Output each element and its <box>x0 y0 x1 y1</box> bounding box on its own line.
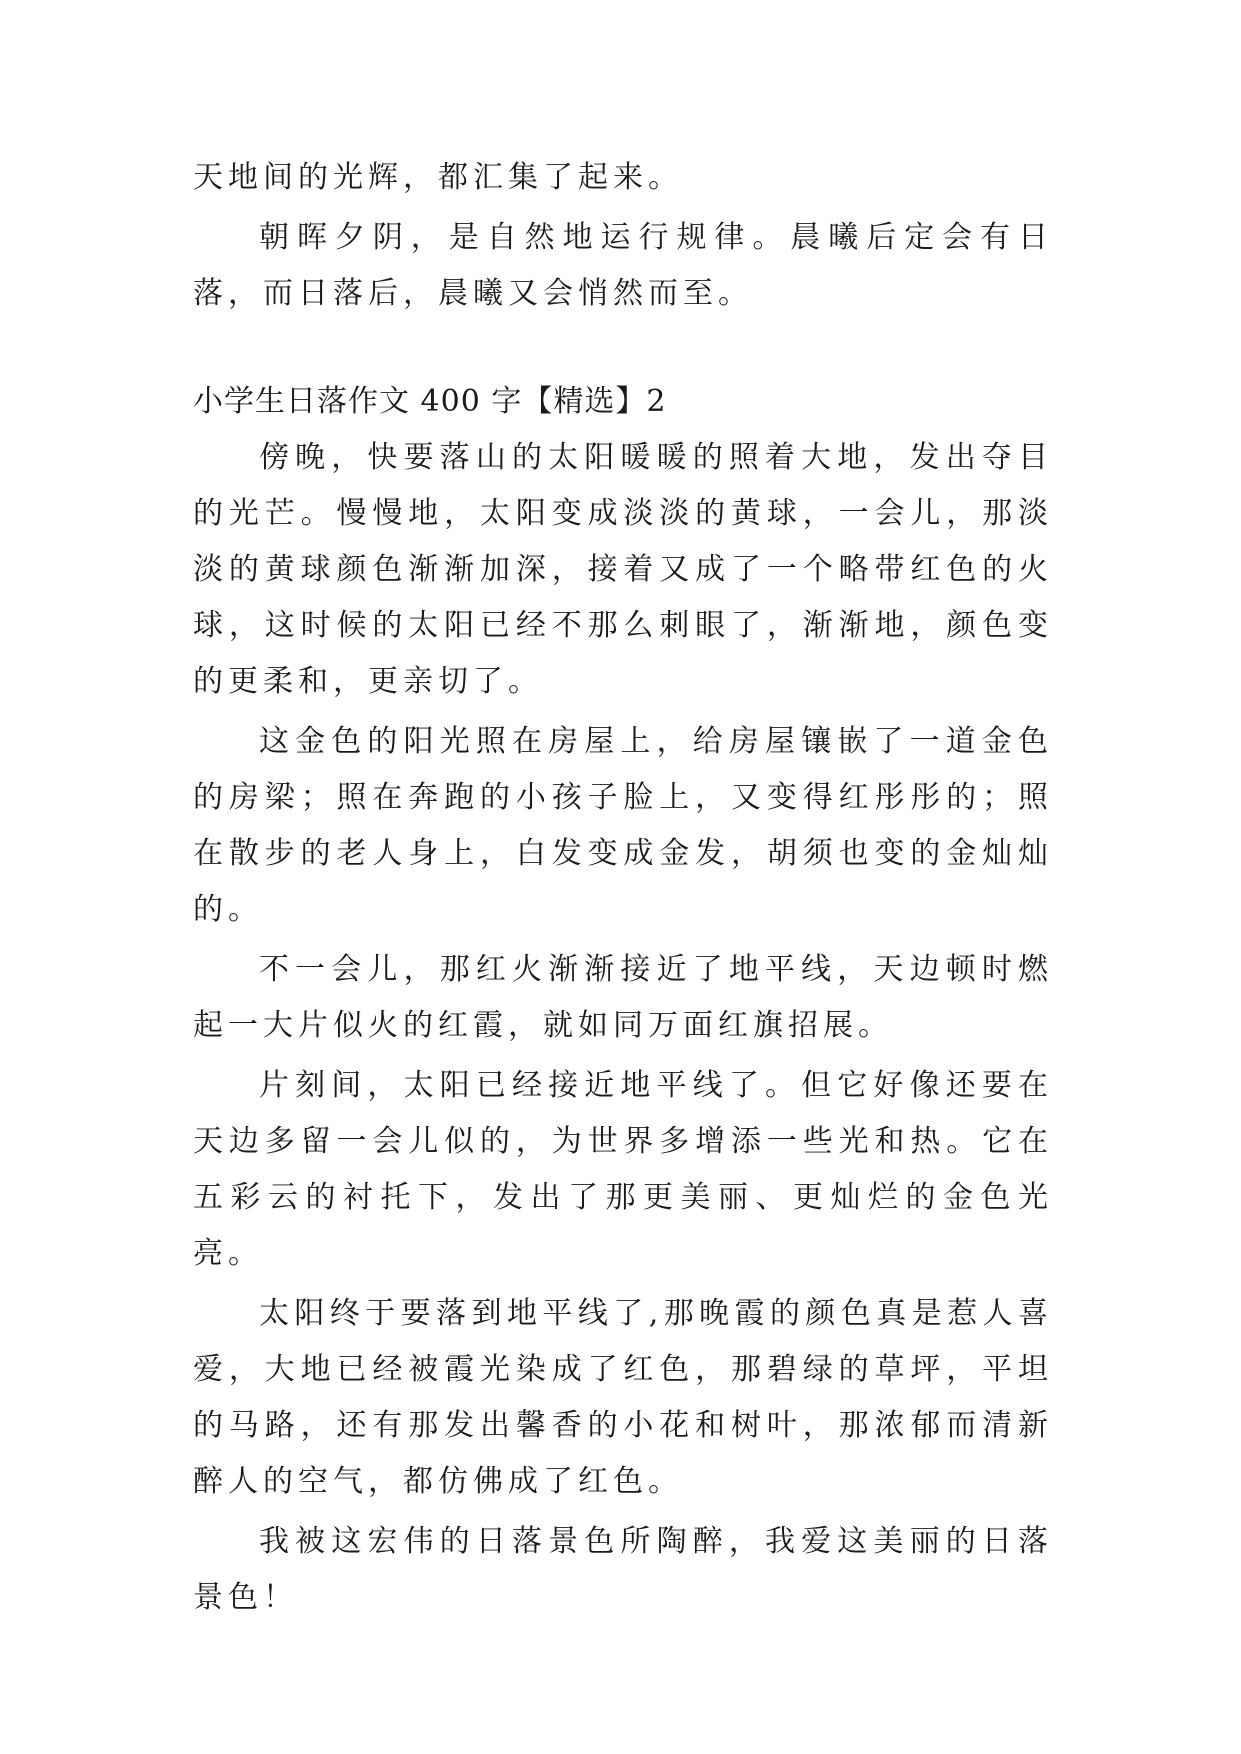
document-body <box>193 150 1053 1626</box>
paragraph: 片刻间，太阳已经接近地平线了。但它好像还要在天边多留一会儿似的，为世界多增添一些光和热。它在五彩云的衬托下，发出了那更美丽、更灿烂的金色光亮。 <box>193 1068 1053 1271</box>
paragraph: 傍晚，快要落山的太阳暖暖的照着大地，发出夺目的光芒。慢慢地，太阳变成淡淡的黄球，一会儿，那淡淡的黄球颜色渐渐加深，接着又成了一个略带红色的火球，这时候的太阳已经不那么刺眼了，渐渐地，颜色变的更柔和，更亲切了。 <box>193 440 1053 699</box>
paragraph: 不一会儿，那红火渐渐接近了地平线，天边顿时燃起一大片似火的红霞，就如同万面红旗招展。 <box>193 952 1053 1043</box>
section-title: 小学生日落作文 400 字【精选】2 <box>193 384 667 419</box>
paragraph: 这金色的阳光照在房屋上，给房屋镶嵌了一道金色的房梁；照在奔跑的小孩子脸上，又变得红彤彤的；照在散步的老人身上，白发变成金发，胡须也变的金灿灿的。 <box>193 724 1053 927</box>
paragraph: 太阳终于要落到地平线了,那晚霞的颜色真是惹人喜爱，大地已经被霞光染成了红色，那碧绿的草坪，平坦的马路，还有那发出馨香的小花和树叶，那浓郁而清新醉人的空气，都仿佛成了红色。 <box>193 1296 1053 1499</box>
paragraph: 朝晖夕阴，是自然地运行规律。晨曦后定会有日落，而日落后，晨曦又会悄然而至。 <box>193 220 1053 311</box>
paragraph: 我被这宏伟的日落景色所陶醉，我爱这美丽的日落景色！ <box>193 1524 1053 1615</box>
paragraph-continued: 天地间的光辉，都汇集了起来。 <box>193 160 683 195</box>
